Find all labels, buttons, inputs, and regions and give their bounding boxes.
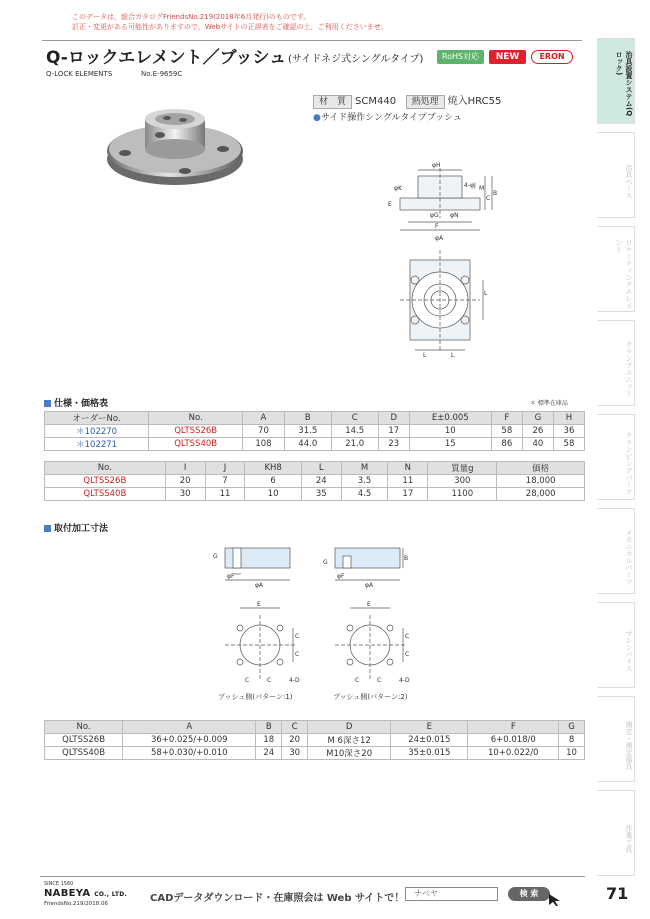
col-j: J (205, 462, 245, 475)
svg-text:φH: φH (432, 162, 441, 169)
table-row (45, 734, 585, 747)
svg-text:C: C (355, 677, 360, 684)
cell: 36+0.025/+0.009 (123, 734, 256, 747)
col-f: F (491, 412, 522, 425)
cell: 58 (491, 425, 522, 438)
cell: 14.5 (331, 425, 378, 438)
svg-text:4-D: 4-D (399, 677, 410, 684)
product-no: QLTSS26B (45, 475, 166, 488)
cell: 23 (378, 438, 409, 451)
table-row (45, 475, 585, 488)
col-m: M (341, 462, 388, 475)
col-no: No. (45, 721, 123, 734)
sidebar-item-measuring[interactable]: 測定・測定器具 (597, 696, 635, 782)
col-no: No. (149, 412, 243, 425)
cell: 24 (301, 475, 341, 488)
search-input[interactable]: ナベヤ (405, 887, 498, 901)
cell: 11 (205, 488, 245, 501)
col-e: E (391, 721, 468, 734)
mount-top-drawing-1 (215, 600, 305, 690)
table-row (45, 438, 585, 451)
material-value: SCM440 (355, 96, 397, 107)
cell: 6+0.018/0 (468, 734, 559, 747)
cell: 21.0 (331, 438, 378, 451)
product-no: QLTSS40B (45, 747, 123, 760)
col-price: 価格 (497, 462, 585, 475)
new-badge: NEW (489, 50, 526, 64)
col-no: No. (45, 462, 166, 475)
catalog-number: No.E-9659C (141, 70, 183, 78)
cell: M10深さ20 (308, 747, 391, 760)
bullet-icon: ● (313, 113, 321, 123)
stock-note: ＊ 標準在庫品 (530, 400, 568, 407)
spec-table-1 (44, 411, 585, 451)
col-h: H (553, 412, 584, 425)
notice-line-2: 訂正・変更がある可能性がありますので，Webサイトの正誤表をご確認の上，ご利用くださいませ。 (72, 23, 388, 31)
mount-side-drawing-2 (315, 540, 410, 590)
top-view-drawing (395, 245, 490, 360)
col-i: I (165, 462, 205, 475)
col-order-no: オーダーNo. (45, 412, 149, 425)
cell: 7 (205, 475, 245, 488)
product-photo (105, 91, 245, 191)
order-no: ＊102270 (45, 425, 149, 438)
cell: 24±0.015 (391, 734, 468, 747)
section-mounting-title: 取付加工寸法 (54, 524, 109, 534)
svg-text:F: F (435, 223, 439, 230)
heat-value: 焼入HRC55 (447, 96, 502, 107)
cell: 300 (428, 475, 497, 488)
svg-text:φN: φN (450, 212, 459, 219)
cursor-arrow-icon (548, 893, 562, 907)
product-no: QLTSS40B (45, 488, 166, 501)
cell: 20 (282, 734, 308, 747)
page-number: 71 (606, 884, 629, 903)
cell: 17 (378, 425, 409, 438)
heat-label: 熱処理 (406, 95, 445, 109)
cell: 58 (553, 438, 584, 451)
cell: 10 (245, 488, 301, 501)
cell: 35±0.015 (391, 747, 468, 760)
cell: M 6深さ12 (308, 734, 391, 747)
svg-text:M: M (479, 185, 485, 192)
cell: 10 (409, 425, 491, 438)
search-button[interactable]: 検 索 (508, 887, 550, 901)
table-row (45, 425, 585, 438)
svg-text:L: L (423, 352, 427, 359)
col-d: D (378, 412, 409, 425)
cell: 6 (245, 475, 301, 488)
cell: 10 (559, 747, 585, 760)
cell: 30 (165, 488, 205, 501)
brand-suffix: CO., LTD. (94, 891, 128, 898)
cell: 108 (243, 438, 285, 451)
col-l: L (301, 462, 341, 475)
col-c: C (331, 412, 378, 425)
cell: 44.0 (284, 438, 331, 451)
col-c: C (282, 721, 308, 734)
svg-text:4-D: 4-D (289, 677, 300, 684)
svg-text:E: E (388, 201, 392, 208)
svg-text:C: C (295, 633, 300, 640)
cell: 20 (165, 475, 205, 488)
table-header-row (45, 462, 585, 475)
svg-text:4-φJ: 4-φJ (464, 182, 476, 189)
col-b: B (284, 412, 331, 425)
cell: 30 (282, 747, 308, 760)
svg-text:L: L (484, 290, 488, 297)
col-mass: 質量g (428, 462, 497, 475)
sidebar-item-qlock[interactable]: 治具設置システム(Qロック) (597, 38, 635, 124)
col-k: KH8 (245, 462, 301, 475)
brand-name: NABEYA (44, 888, 91, 899)
since-text: SINCE 1560 (44, 881, 74, 887)
price: 28,000 (497, 488, 585, 501)
col-g: G (559, 721, 585, 734)
cell: 15 (409, 438, 491, 451)
notice-line-1: このデータは，総合カタログFriendsNo.219(2018年6月発行)のものです。 (72, 13, 311, 21)
svg-text:φA: φA (435, 235, 444, 242)
catalog-edition: FriendsNo.219/2018.06 (44, 901, 109, 907)
col-d: D (308, 721, 391, 734)
side-view-drawing (380, 160, 500, 245)
feature-line (313, 110, 462, 123)
svg-text:G: G (213, 553, 218, 560)
svg-text:E: E (257, 601, 261, 608)
svg-text:G: G (323, 559, 328, 566)
caption-pattern-2: ブッシュ側(パターン:2) (333, 693, 408, 701)
sidebar-item-tools[interactable]: 作業工具 (597, 790, 635, 876)
product-no: QLTSS26B (45, 734, 123, 747)
brand-logo (44, 888, 127, 899)
section-spec-price (44, 396, 108, 409)
svg-text:φA: φA (255, 582, 264, 589)
mount-side-drawing-1 (205, 540, 300, 590)
svg-text:φK: φK (394, 185, 402, 192)
mounting-table (44, 720, 585, 760)
page-title: Q-ロックエレメント／ブッシュ (46, 48, 287, 68)
svg-text:φG: φG (430, 212, 439, 219)
table-header-row (45, 412, 585, 425)
cell: 8 (559, 734, 585, 747)
col-b: B (256, 721, 282, 734)
english-title: Q-LOCK ELEMENTS (46, 70, 113, 78)
cell: 40 (522, 438, 553, 451)
cell: 86 (491, 438, 522, 451)
col-g: G (522, 412, 553, 425)
mount-top-drawing-2 (325, 600, 415, 690)
cell: 1100 (428, 488, 497, 501)
cell: 26 (522, 425, 553, 438)
sidebar-item-clamping-parts[interactable]: クランピングパーツ (597, 414, 635, 500)
cell: 10+0.022/0 (468, 747, 559, 760)
sidebar-item-locating[interactable]: ロケーティングエレメント (597, 226, 635, 312)
spec-line (313, 92, 501, 109)
svg-text:E: E (367, 601, 371, 608)
rohs-badge: RoHS対応 (437, 50, 484, 64)
price: 18,000 (497, 475, 585, 488)
col-a: A (123, 721, 256, 734)
col-n: N (388, 462, 428, 475)
svg-text:C: C (486, 195, 491, 202)
cell: 36 (553, 425, 584, 438)
material-label: 材 質 (313, 95, 352, 109)
col-f: F (468, 721, 559, 734)
feature-text: サイド操作シングルタイプブッシュ (320, 113, 462, 123)
eron-logo: ERON (531, 50, 573, 64)
svg-text:φF: φF (227, 573, 235, 580)
svg-text:φA: φA (365, 582, 374, 589)
svg-text:C: C (377, 677, 382, 684)
svg-text:φF: φF (337, 573, 345, 580)
product-no: QLTSS26B (149, 425, 243, 438)
table-row (45, 488, 585, 501)
sidebar-item-mechanical[interactable]: メカニカルパーツ (597, 508, 635, 594)
cad-download-text: CADデータダウンロード・在庫照会は Web サイトで！ (150, 893, 405, 904)
caption-pattern-1: ブッシュ側(パターン:1) (218, 693, 293, 701)
col-a: A (243, 412, 285, 425)
cell: 70 (243, 425, 285, 438)
square-bullet-icon (44, 525, 51, 532)
page-subtitle: (サイドネジ式シングルタイプ) (288, 54, 424, 65)
cell: 58+0.030/+0.010 (123, 747, 256, 760)
order-no: ＊102271 (45, 438, 149, 451)
svg-text:C: C (267, 677, 272, 684)
cell: 17 (388, 488, 428, 501)
svg-text:C: C (405, 633, 410, 640)
section-spec-price-title: 仕様・価格表 (54, 399, 109, 409)
table-header-row (45, 721, 585, 734)
svg-text:B: B (404, 555, 409, 562)
svg-text:C: C (295, 651, 300, 658)
square-bullet-icon (44, 400, 51, 407)
section-mounting (44, 521, 108, 534)
product-no: QLTSS40B (149, 438, 243, 451)
col-e: E±0.005 (409, 412, 491, 425)
cell: 24 (256, 747, 282, 760)
sidebar-item-vise[interactable]: マシンバイス (597, 602, 635, 688)
svg-text:C: C (245, 677, 250, 684)
table-row (45, 747, 585, 760)
spec-table-2 (44, 461, 585, 501)
svg-text:C: C (405, 651, 410, 658)
svg-text:B: B (493, 190, 498, 197)
cell: 18 (256, 734, 282, 747)
sidebar-item-jig-base[interactable]: 治具ベース (597, 132, 635, 218)
sidebar-item-clamp-unit[interactable]: クランプユニット (597, 320, 635, 406)
cell: 11 (388, 475, 428, 488)
cell: 3.5 (341, 475, 388, 488)
svg-text:L: L (451, 352, 455, 359)
footer-rule (40, 876, 585, 877)
cell: 31.5 (284, 425, 331, 438)
cell: 4.5 (341, 488, 388, 501)
category-sidebar (597, 38, 637, 878)
notice (72, 12, 387, 32)
cell: 35 (301, 488, 341, 501)
